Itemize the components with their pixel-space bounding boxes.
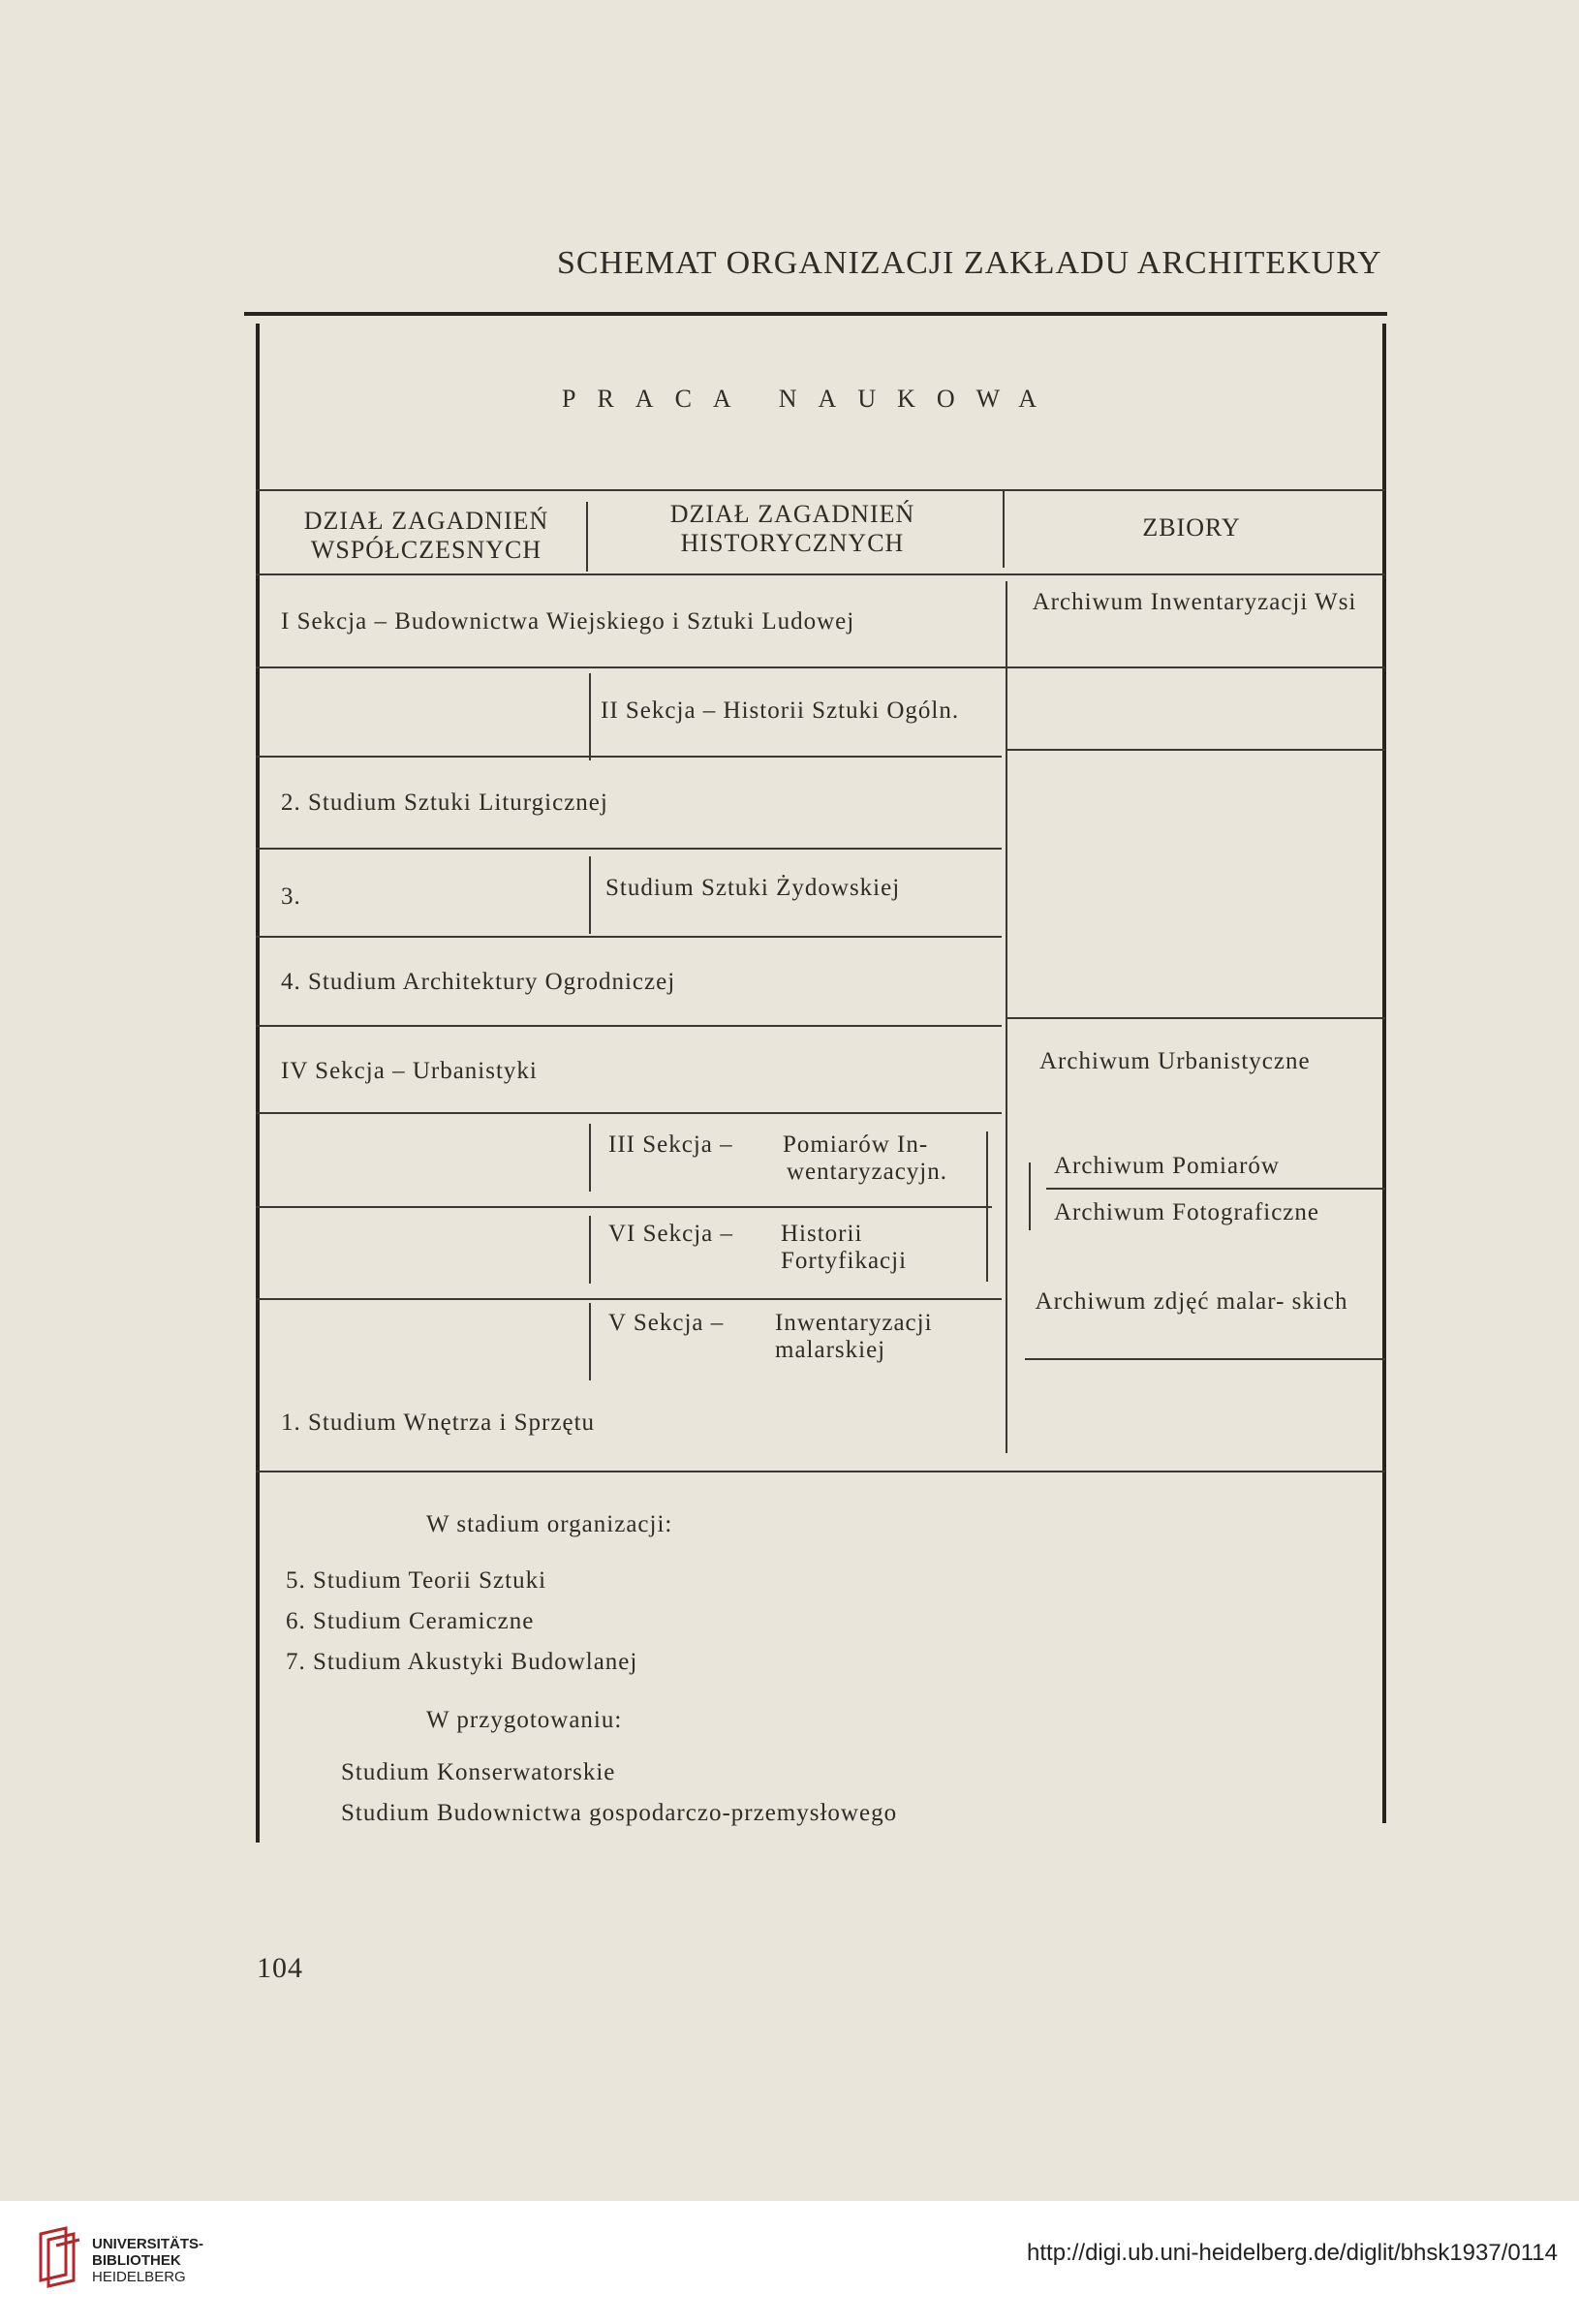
row-sekcja-4: IV Sekcja – Urbanistyki bbox=[281, 1058, 538, 1084]
rule-row-3 bbox=[256, 848, 1002, 850]
collection-archiwum-urbanistyczne: Archiwum Urbanistyczne bbox=[1039, 1048, 1311, 1074]
frame-right-rule bbox=[1382, 324, 1386, 1823]
preparation-item-1: Studium Konserwatorskie bbox=[341, 1759, 616, 1785]
row-sekcja-1: I Sekcja – Budownictwa Wiejskiego i Sztuki Ludowej bbox=[281, 608, 855, 635]
organization-heading: W stadium organizacji: bbox=[426, 1511, 673, 1537]
page-number: 104 bbox=[257, 1952, 303, 1984]
row-sekcja-3-name-b: wentaryzacyjn. bbox=[787, 1159, 948, 1185]
row-sekcja-3-label: III Sekcja – bbox=[608, 1131, 733, 1158]
indent-bar-row-4 bbox=[589, 856, 591, 934]
row-sekcja-2: II Sekcja – Historii Sztuki Ogóln. bbox=[601, 697, 960, 724]
header-divider-1 bbox=[586, 502, 588, 572]
bracket-right bbox=[1029, 1162, 1031, 1230]
collection-archiwum-wsi: Archiwum Inwentaryzacji Wsi bbox=[1032, 589, 1357, 615]
row-sekcja-6-name-b: Fortyfikacji bbox=[781, 1248, 908, 1274]
library-name-line-2: BIBLIOTHEK bbox=[92, 2252, 181, 2269]
organization-item-7: 7. Studium Akustyki Budowlanej bbox=[286, 1649, 638, 1675]
collection-archiwum-zdjec: Archiwum zdjęć malar- skich bbox=[1035, 1288, 1348, 1315]
library-name bbox=[92, 2236, 203, 2285]
library-name-line-1: UNIVERSITÄTS- bbox=[92, 2236, 204, 2252]
row-sekcja-3-name-a: Pomiarów In- bbox=[783, 1131, 929, 1158]
footer-bar bbox=[0, 2201, 1579, 2324]
bracket-left bbox=[986, 1131, 988, 1282]
header-col-collections: ZBIORY bbox=[1142, 513, 1241, 542]
rule-row-7 bbox=[256, 1206, 992, 1208]
header-col-historical: DZIAŁ ZAGADNIEŃ HISTORYCZNYCH bbox=[669, 500, 915, 557]
page-title: SCHEMAT ORGANIZACJI ZAKŁADU ARCHITEKURY bbox=[557, 245, 1382, 281]
indent-bar-row-8 bbox=[589, 1216, 591, 1284]
frame-top-rule bbox=[244, 312, 1387, 316]
rule-row-5 bbox=[256, 1025, 1002, 1027]
source-url[interactable]: http://digi.ub.uni-heidelberg.de/diglit/bhsk1937/0114 bbox=[1027, 2240, 1558, 2266]
rule-row-2 bbox=[256, 756, 1002, 758]
row-sekcja-6-name-a: Historii bbox=[781, 1221, 863, 1247]
row-studium-3-number: 3. bbox=[281, 883, 301, 910]
rule-collections-3 bbox=[1006, 1017, 1385, 1019]
header-bottom-rule bbox=[256, 573, 1385, 575]
library-logo-icon bbox=[37, 2226, 81, 2290]
indent-bar-row-2 bbox=[589, 673, 591, 760]
preparation-heading: W przygotowaniu: bbox=[426, 1707, 623, 1733]
rule-row-6 bbox=[256, 1112, 1002, 1114]
section-heading: PRACA NAUKOWA bbox=[562, 385, 1059, 413]
rule-row-1 bbox=[256, 666, 1385, 668]
row-sekcja-5-label: V Sekcja – bbox=[608, 1310, 725, 1336]
frame-left-rule bbox=[256, 324, 260, 1843]
row-studium-3: Studium Sztuki Żydowskiej bbox=[605, 875, 901, 901]
rule-row-4 bbox=[256, 936, 1002, 938]
organization-item-6: 6. Studium Ceramiczne bbox=[286, 1608, 535, 1634]
header-col-contemporary: DZIAŁ ZAGADNIEŃ WSPÓŁCZESNYCH bbox=[303, 507, 549, 564]
rule-collections-4 bbox=[1046, 1188, 1385, 1190]
row-sekcja-5-name-a: Inwentaryzacji bbox=[775, 1310, 933, 1336]
collection-archiwum-pomiarow: Archiwum Pomiarów bbox=[1054, 1153, 1280, 1179]
header-divider-2 bbox=[1003, 490, 1005, 568]
row-sekcja-5-name-b: malarskiej bbox=[775, 1337, 886, 1363]
indent-bar-row-7 bbox=[589, 1124, 591, 1192]
library-name-line-3: HEIDELBERG bbox=[92, 2269, 186, 2285]
row-sekcja-6-label: VI Sekcja – bbox=[608, 1221, 734, 1247]
rule-collections-5 bbox=[1025, 1358, 1385, 1360]
indent-bar-row-9 bbox=[589, 1303, 591, 1380]
rule-table-bottom bbox=[256, 1471, 1385, 1472]
collection-archiwum-fotograficzne: Archiwum Fotograficzne bbox=[1054, 1199, 1320, 1225]
preparation-item-2: Studium Budownictwa gospodarczo-przemysłowego bbox=[341, 1800, 898, 1826]
row-studium-2: 2. Studium Sztuki Liturgicznej bbox=[281, 790, 608, 816]
rule-collections-2 bbox=[1006, 749, 1385, 751]
header-top-rule bbox=[256, 489, 1385, 491]
row-studium-1: 1. Studium Wnętrza i Sprzętu bbox=[281, 1410, 596, 1436]
rule-row-8 bbox=[256, 1298, 1002, 1300]
organization-item-5: 5. Studium Teorii Sztuki bbox=[286, 1567, 547, 1594]
row-studium-4: 4. Studium Architektury Ogrodniczej bbox=[281, 969, 676, 995]
